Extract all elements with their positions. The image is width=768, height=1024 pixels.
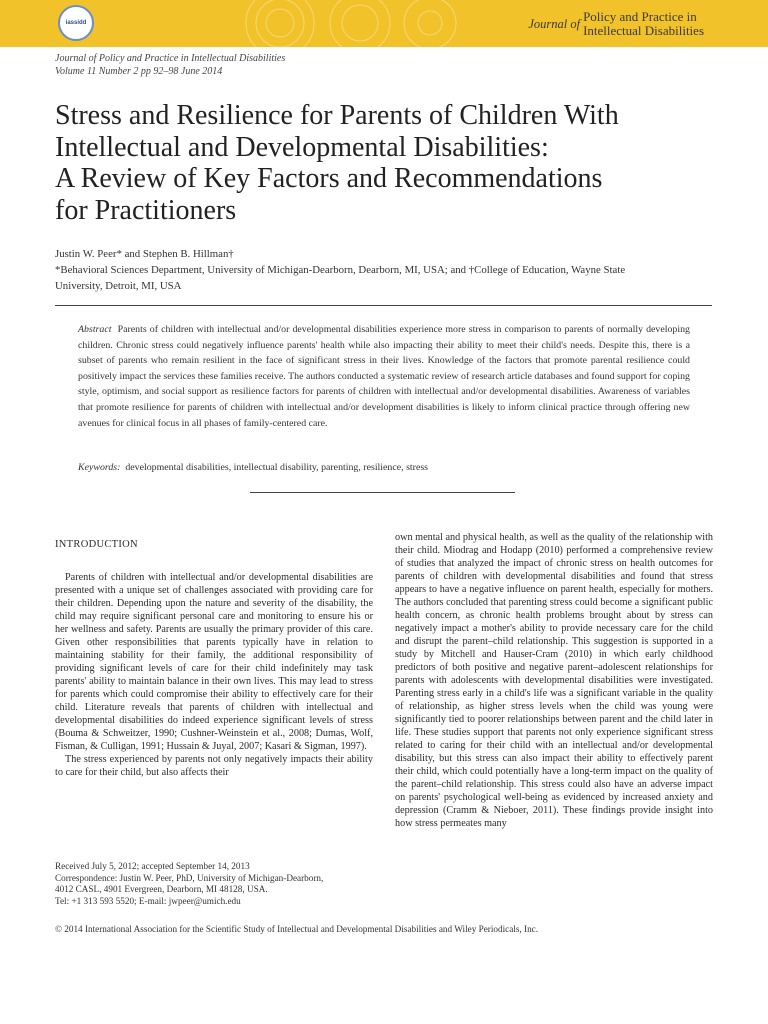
abstract-text: Parents of children with intellectual and/or developmental disabilities experience more stress in comparison to parents of normally developing children. Chronic stress could negatively influence parents' health while also impacting their ability to meet their child's needs. Despite this, there is a subset of parents who remain resilient in the face of significant stress in their lives. Knowledge of the factors that promote parental resilience could positively impact the services these families receive. The authors conducted a systematic review of research article databases and found support for coping style, optimism, and social support as resilience factors for parents of children with intellectual and/or developmental disabilities. Awareness of variables that promote resilience for parents of children with intellectual and/or development disabilities is likely to inform clinical practice through offering new avenues for clinical focus in all phases of family-centered care. (78, 324, 690, 429)
author-names: Justin W. Peer* and Stephen B. Hillman† (55, 248, 234, 260)
intro-paragraph-1: Parents of children with intellectual and/or developmental disabilities are presented with a unique set of challenges associated with providing care for their children. Depending upon the nature and severity of the disability, the child may require significant personal care and monitoring to ensure his or her wellness and safety. Parents are usually the primary provider of this care. Given other responsibilities that parents typically have in relation to maintaining stability for their family, the additional responsibility of providing significant levels of care for their child indefinitely may task parents' ability to maintain balance in their own lives. This may lead to stress for parents which could compromise their ability to effectively care for their child. Literature reveals that parents of children with intellectual and developmental disabilities do indeed experience significant levels of stress (Bouma & Schweitzer, 1990; Cushner-Weinstein et al., 2008; Dumas, Wolf, Fisman, & Culligan, 1991; Hussain & Juyal, 2007; Kasari & Sigman, 1997). (55, 572, 373, 752)
journal-banner (0, 0, 768, 47)
abstract-divider (250, 492, 515, 493)
keywords (78, 461, 690, 475)
title-line-2: Intellectual and Developmental Disabilities: (55, 131, 549, 163)
journal-brand-line1: Policy and Practice in (583, 9, 697, 24)
affiliation-line-1: *Behavioral Sciences Department, University of Michigan-Dearborn, Dearborn, MI, USA; and †College of Education, Wayne State (55, 264, 626, 276)
logo-text: iassidd (65, 20, 87, 26)
title-line-3: A Review of Key Factors and Recommendations (55, 163, 603, 194)
iassidd-logo (58, 5, 94, 41)
left-column (55, 571, 373, 779)
journal-brand-prefix: Journal of (528, 16, 581, 31)
journal-meta (55, 52, 285, 78)
abstract (78, 322, 690, 431)
title-line-1: Stress and Resilience for Parents of Children With (55, 100, 619, 131)
issue-info: Volume 11 Number 2 pp 92–98 June 2014 (55, 66, 223, 77)
banner-pattern (240, 0, 460, 47)
correspondence-footnote (55, 861, 385, 907)
keywords-label: Keywords: (78, 462, 121, 473)
article-title (55, 100, 705, 226)
abstract-label: Abstract (78, 324, 112, 335)
journal-brand-line2: Intellectual Disabilities (583, 23, 704, 38)
journal-brand-name (583, 10, 704, 38)
section-heading-introduction: INTRODUCTION (55, 539, 138, 550)
journal-name: Journal of Policy and Practice in Intellectual Disabilities (55, 53, 286, 64)
author-block (55, 246, 715, 294)
journal-brand (528, 9, 704, 39)
header-divider (55, 305, 712, 306)
title-line-4: for Practitioners (55, 194, 237, 226)
intro-paragraph-continued: own mental and physical health, as well as the quality of the relationship with their child. Miodrag and Hodapp (2010) performed a comprehensive review of studies that analyzed the impact of chronic stress on health outcomes for parents of children with developmental disabilities and found that stress appears to have a negative influence on parent health, especially for mothers. The authors concluded that parenting stress could become a significant public health concern, as chronic health problems brought about by stress can negatively impact a mother's ability to provide necessary care for the child and disrupt the parent–child relationship. This suggestion is supported in a study by Mitchell and Hauser-Cram (2010) in which early childhood predictors of both positive and negative parent–adolescent relationships for parents with adolescents with developmental disabilities were investigated. Parenting stress early in a child's life was a significant variable in the quality of relationship, as higher stress levels when the child was young were significantly tied to poorer relationships between parent and the child later in life. These studies support that parents not only experience significant stress related to caring for their child with an intellectual and/or developmental disability, but this stress can also impact their ability to effectively parent their child, which could potentially have a long-term impact on the quality of the parent–child relationship. This stress could also have an adverse impact on parents' psychological well-being as evidenced by increased anxiety and depression (Cramm & Nieboer, 2011). These findings provide insight into how stress permeates many (395, 532, 713, 829)
intro-paragraph-2: The stress experienced by parents not only negatively impacts their ability to care for their child, but also affects their (55, 754, 373, 778)
contact-info: Tel: +1 313 593 5520; E-mail: jwpeer@umich.edu (55, 895, 241, 906)
received-dates: Received July 5, 2012; accepted September 14, 2013 (55, 861, 250, 871)
correspondence-line-1: Correspondence: Justin W. Peer, PhD, University of Michigan-Dearborn, (55, 872, 324, 883)
affiliation-line-2: University, Detroit, MI, USA (55, 280, 182, 292)
keywords-text: developmental disabilities, intellectual disability, parenting, resilience, stress (125, 462, 429, 473)
copyright-notice: © 2014 International Association for the Scientific Study of Intellectual and Developmental Disabilities and Wiley Periodicals, Inc. (55, 924, 539, 934)
correspondence-line-2: 4012 CASL, 4901 Evergreen, Dearborn, MI 48128, USA. (55, 884, 268, 895)
right-column (395, 531, 713, 830)
